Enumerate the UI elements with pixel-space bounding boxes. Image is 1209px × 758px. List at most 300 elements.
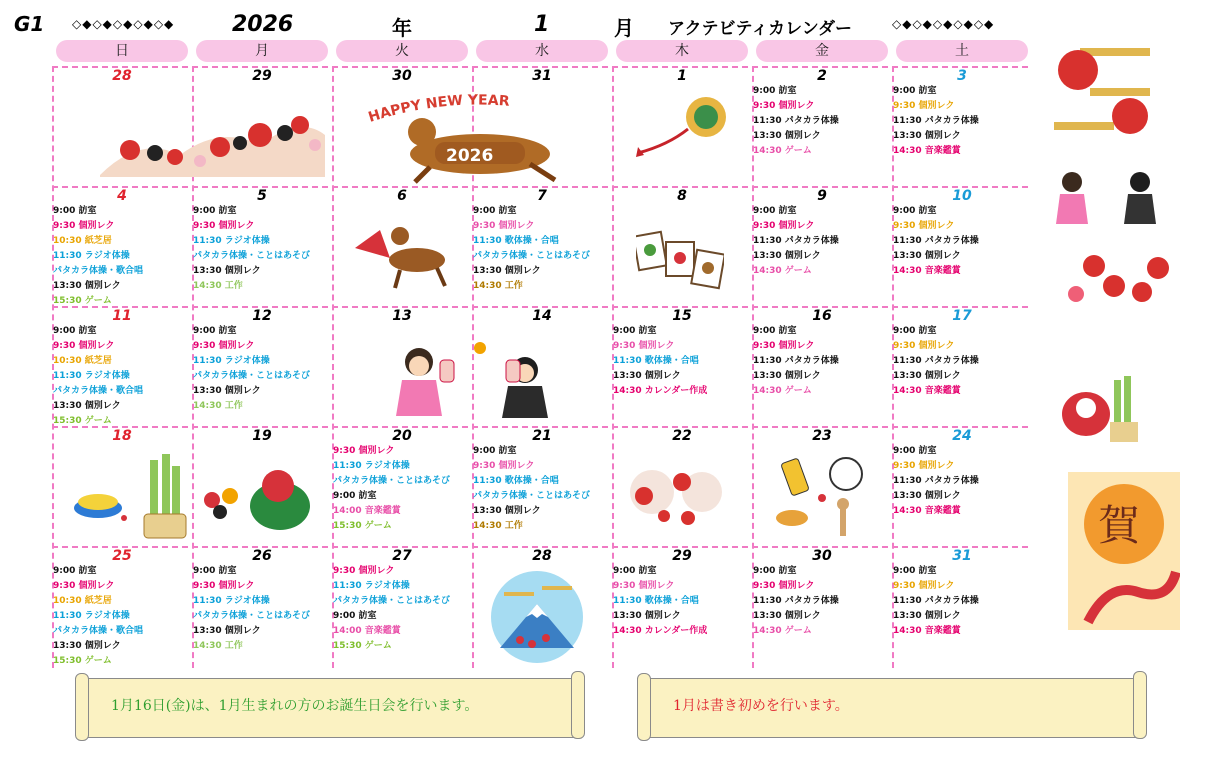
birthday-note [82, 678, 578, 738]
event-time: 9:30 [893, 221, 916, 231]
event-item [52, 219, 192, 234]
event-time: 14:30 [893, 386, 922, 396]
day-number: 17 [952, 308, 972, 324]
event-text: 歌体操・合唱 [644, 596, 699, 606]
event-text: 個別レク [778, 581, 815, 591]
event-text: 歌体操・合唱 [504, 476, 559, 486]
event-text: パタカラ体操・歌合唱 [53, 266, 144, 276]
event-text: 個別レク [784, 251, 821, 261]
event-item [752, 84, 892, 99]
event-item [52, 384, 192, 399]
day-number: 15 [672, 308, 692, 324]
event-item [892, 264, 1032, 279]
day-cell [892, 308, 1032, 428]
event-item [332, 594, 472, 609]
day-number: 31 [952, 548, 972, 564]
event-item [52, 204, 192, 219]
decoration-right: ◇◆◇◆◇◆◇◆◇◆ [892, 17, 995, 31]
event-text: 個別レク [924, 491, 961, 501]
event-item [192, 234, 332, 249]
day-cell [472, 188, 612, 308]
event-text: 紙芝居 [84, 356, 112, 366]
event-text: 訪室 [918, 326, 937, 336]
event-time: 9:00 [473, 446, 496, 456]
day-cell [192, 548, 332, 668]
day-cell [612, 308, 752, 428]
event-time: 14:30 [193, 401, 222, 411]
event-time: 9:30 [53, 221, 76, 231]
day-number: 3 [957, 68, 967, 84]
event-item [892, 339, 1032, 354]
event-time: 15:30 [53, 656, 82, 666]
event-item [752, 114, 892, 129]
decoration-left: ◇◆◇◆◇◆◇◆◇◆ [72, 17, 175, 31]
event-item [332, 459, 472, 474]
event-item [612, 324, 752, 339]
event-time: 14:30 [893, 266, 922, 276]
day-number: 26 [252, 548, 272, 564]
weekday-saturday: 土 [896, 40, 1028, 62]
event-text: 訪室 [638, 566, 657, 576]
event-item [192, 384, 332, 399]
event-text: 個別レク [78, 341, 115, 351]
event-time: 14:30 [893, 626, 922, 636]
event-time: 9:00 [53, 566, 76, 576]
event-text: 個別レク [224, 266, 261, 276]
event-time: 15:30 [333, 641, 362, 651]
plum-gold-illustration [1050, 42, 1160, 137]
event-item [892, 84, 1032, 99]
event-item [892, 579, 1032, 594]
event-time: 13:30 [893, 131, 922, 141]
day-number: 9 [817, 188, 827, 204]
event-text: 個別レク [644, 371, 681, 381]
event-item [472, 219, 612, 234]
event-list [192, 204, 332, 294]
event-text: カレンダー作成 [644, 386, 708, 396]
event-item [892, 474, 1032, 489]
day-cell [892, 68, 1032, 188]
day-cell [752, 68, 892, 188]
day-number: 10 [952, 188, 972, 204]
event-time: 13:30 [613, 371, 642, 381]
event-time: 9:30 [613, 341, 636, 351]
plum-blossom-illustration [622, 462, 732, 534]
event-text: ゲーム [784, 386, 812, 396]
event-item [192, 339, 332, 354]
event-time: 13:30 [753, 611, 782, 621]
event-time: 11:30 [53, 251, 82, 261]
event-item [52, 249, 192, 264]
event-time: 13:30 [53, 401, 82, 411]
event-time: 9:00 [193, 206, 216, 216]
weekday-sunday: 日 [56, 40, 188, 62]
day-number: 2 [817, 68, 827, 84]
event-list [892, 444, 1032, 519]
event-item [52, 579, 192, 594]
event-list [892, 204, 1032, 279]
event-text: パタカラ体操・ことはあそび [333, 596, 451, 606]
event-item [612, 339, 752, 354]
event-item [892, 594, 1032, 609]
event-text: 個別レク [498, 221, 535, 231]
event-item [52, 414, 192, 428]
weekday-wednesday: 水 [476, 40, 608, 62]
event-time: 10:30 [53, 596, 82, 606]
event-text: 訪室 [778, 206, 797, 216]
event-time: 13:30 [893, 611, 922, 621]
event-text: 個別レク [224, 386, 261, 396]
event-text: 個別レク [924, 371, 961, 381]
event-text: 個別レク [358, 566, 395, 576]
event-text: パタカラ体操・歌合唱 [53, 626, 144, 636]
day-number: 29 [672, 548, 692, 564]
event-time: 9:00 [893, 566, 916, 576]
day-cell [892, 548, 1032, 668]
event-item [752, 264, 892, 279]
event-item [892, 624, 1032, 639]
event-item [192, 564, 332, 579]
mount-fuji-illustration [490, 570, 584, 664]
event-time: 13:30 [893, 491, 922, 501]
event-list [52, 564, 192, 668]
event-text: 個別レク [218, 221, 255, 231]
event-list [332, 564, 472, 654]
event-text: 訪室 [358, 611, 377, 621]
day-number: 19 [252, 428, 272, 444]
event-item [892, 219, 1032, 234]
month-label: 1 [534, 12, 550, 37]
event-text: 個別レク [504, 266, 541, 276]
event-item [892, 489, 1032, 504]
day-number: 16 [812, 308, 832, 324]
day-cell [192, 308, 332, 428]
event-item [52, 639, 192, 654]
event-text: 個別レク [638, 341, 675, 351]
event-item [192, 579, 332, 594]
event-item [752, 99, 892, 114]
day-number: 25 [112, 548, 132, 564]
day-number: 28 [112, 68, 132, 84]
event-text: 訪室 [918, 206, 937, 216]
event-text: ゲーム [784, 626, 812, 636]
event-text: 訪室 [918, 566, 937, 576]
event-item [332, 624, 472, 639]
event-time: 14:30 [473, 521, 502, 531]
event-item [612, 609, 752, 624]
event-text: ラジオ体操 [224, 236, 270, 246]
event-time: 9:00 [193, 566, 216, 576]
event-time: 11:30 [893, 596, 922, 606]
day-number: 21 [532, 428, 552, 444]
event-item [472, 264, 612, 279]
event-text: 個別レク [918, 341, 955, 351]
event-item [892, 504, 1032, 519]
event-item [52, 264, 192, 279]
day-cell [752, 548, 892, 668]
event-time: 13:30 [473, 506, 502, 516]
shishimai-illustration [200, 456, 315, 536]
event-text: パタカラ体操・歌合唱 [53, 386, 144, 396]
event-text: パタカラ体操・ことはあそび [473, 491, 591, 501]
weekday-thursday: 木 [616, 40, 748, 62]
day-number: 18 [112, 428, 132, 444]
event-item [612, 369, 752, 384]
event-time: 9:30 [613, 581, 636, 591]
event-time: 9:30 [893, 341, 916, 351]
event-time: 13:30 [193, 386, 222, 396]
event-text: 個別レク [224, 626, 261, 636]
day-number: 27 [392, 548, 412, 564]
event-time: 11:30 [193, 596, 222, 606]
day-number: 22 [672, 428, 692, 444]
event-text: 個別レク [504, 506, 541, 516]
event-text: ラジオ体操 [224, 596, 270, 606]
event-time: 11:30 [893, 116, 922, 126]
event-text: 個別レク [638, 581, 675, 591]
event-text: 個別レク [784, 131, 821, 141]
event-item [52, 369, 192, 384]
event-time: 9:30 [753, 221, 776, 231]
day-number: 6 [397, 188, 407, 204]
event-text: ゲーム [364, 521, 392, 531]
event-item [892, 234, 1032, 249]
banner-year-text: 2026 [446, 146, 494, 166]
event-time: 15:30 [333, 521, 362, 531]
event-item [892, 144, 1032, 159]
day-number: 23 [812, 428, 832, 444]
event-item [192, 249, 332, 264]
event-item [332, 474, 472, 489]
event-item [192, 594, 332, 609]
event-time: 9:30 [893, 581, 916, 591]
event-text: 工作 [224, 281, 243, 291]
event-text: パタカラ体操・ことはあそび [193, 611, 311, 621]
event-time: 13:30 [753, 251, 782, 261]
event-item [752, 354, 892, 369]
event-item [332, 609, 472, 624]
event-text: 工作 [224, 641, 243, 651]
event-time: 9:30 [333, 566, 356, 576]
event-text: ゲーム [784, 146, 812, 156]
event-text: 音楽鑑賞 [924, 266, 961, 276]
event-time: 10:30 [53, 236, 82, 246]
event-item [52, 234, 192, 249]
day-cell [472, 428, 612, 548]
event-time: 9:00 [893, 206, 916, 216]
event-time: 11:30 [753, 596, 782, 606]
event-time: 9:30 [333, 446, 356, 456]
event-text: 個別レク [498, 461, 535, 471]
girl-hagoita-illustration [384, 340, 464, 418]
event-item [192, 624, 332, 639]
event-item [752, 369, 892, 384]
event-time: 13:30 [753, 131, 782, 141]
event-text: 個別レク [784, 611, 821, 621]
event-text: カレンダー作成 [644, 626, 708, 636]
event-item [752, 249, 892, 264]
event-item [332, 489, 472, 504]
event-text: ラジオ体操 [224, 356, 270, 366]
event-text: パタカラ体操 [924, 356, 979, 366]
event-text: 個別レク [784, 371, 821, 381]
event-text: パタカラ体操 [784, 356, 839, 366]
weekday-monday: 月 [196, 40, 328, 62]
day-cell [332, 428, 472, 548]
event-item [752, 384, 892, 399]
event-item [892, 384, 1032, 399]
event-list [192, 564, 332, 654]
day-number: 30 [392, 68, 412, 84]
event-time: 9:00 [193, 326, 216, 336]
event-time: 9:30 [193, 341, 216, 351]
red-plum-flowers-illustration [1056, 250, 1182, 314]
event-time: 9:30 [473, 221, 496, 231]
event-text: 訪室 [778, 566, 797, 576]
calendar-title: アクテビティカレンダー [668, 19, 853, 39]
event-item [52, 399, 192, 414]
event-time: 13:30 [893, 251, 922, 261]
event-list [752, 204, 892, 279]
event-text: ゲーム [784, 266, 812, 276]
event-text: パタカラ体操 [784, 116, 839, 126]
event-time: 14:30 [753, 626, 782, 636]
event-time: 9:00 [753, 566, 776, 576]
event-text: パタカラ体操 [924, 236, 979, 246]
event-time: 11:30 [893, 476, 922, 486]
event-text: パタカラ体操・ことはあそび [193, 371, 311, 381]
event-item [472, 444, 612, 459]
event-item [752, 219, 892, 234]
event-item [472, 234, 612, 249]
event-item [332, 519, 472, 534]
day-cell [752, 308, 892, 428]
month-char: 月 [614, 16, 634, 40]
event-item [752, 579, 892, 594]
karuta-cards-illustration [636, 228, 724, 292]
event-time: 15:30 [53, 296, 82, 306]
event-item [612, 579, 752, 594]
event-time: 9:00 [753, 206, 776, 216]
event-text: 訪室 [498, 446, 517, 456]
event-text: 個別レク [78, 581, 115, 591]
event-text: 訪室 [78, 566, 97, 576]
event-time: 14:30 [193, 281, 222, 291]
event-time: 14:30 [753, 266, 782, 276]
event-item [52, 594, 192, 609]
event-item [612, 624, 752, 639]
event-item [52, 609, 192, 624]
svg-text:HAPPY NEW YEAR [367, 92, 511, 125]
event-time: 9:30 [753, 101, 776, 111]
event-list [192, 324, 332, 414]
horse-fan-illustration [355, 218, 450, 290]
event-text: 訪室 [778, 86, 797, 96]
event-item [192, 324, 332, 339]
event-time: 11:30 [53, 611, 82, 621]
event-list [472, 204, 612, 294]
day-number: 8 [677, 188, 687, 204]
event-time: 13:30 [53, 281, 82, 291]
event-text: 訪室 [918, 86, 937, 96]
flower-wave-illustration [100, 95, 325, 177]
event-text: ゲーム [364, 641, 392, 651]
event-time: 9:00 [753, 86, 776, 96]
event-time: 9:30 [473, 461, 496, 471]
event-time: 14:30 [893, 146, 922, 156]
nengajo-char: 賀 [1098, 501, 1141, 550]
event-time: 13:30 [193, 266, 222, 276]
event-list [332, 444, 472, 534]
day-number: 12 [252, 308, 272, 324]
kids-hanetsuki-illustration [1056, 168, 1162, 228]
event-list [752, 324, 892, 399]
event-text: 訪室 [218, 326, 237, 336]
event-text: 訪室 [358, 491, 377, 501]
event-item [332, 639, 472, 654]
event-text: 工作 [504, 521, 523, 531]
calligraphy-note [644, 678, 1140, 738]
event-text: 個別レク [778, 101, 815, 111]
event-text: 個別レク [84, 401, 121, 411]
day-number: 29 [252, 68, 272, 84]
event-item [472, 504, 612, 519]
event-list [752, 84, 892, 159]
top-kadomatsu-illustration [72, 452, 192, 542]
event-text: 個別レク [918, 581, 955, 591]
calendar-id-label: G1 [14, 12, 45, 36]
weekday-friday: 金 [756, 40, 888, 62]
event-item [612, 594, 752, 609]
event-item [472, 279, 612, 294]
event-item [472, 489, 612, 504]
event-text: 訪室 [78, 206, 97, 216]
event-text: 紙芝居 [84, 596, 112, 606]
event-item [192, 639, 332, 654]
event-item [332, 504, 472, 519]
shishimai-kadomatsu-illustration [1060, 374, 1146, 446]
event-text: パタカラ体操 [924, 116, 979, 126]
event-item [892, 249, 1032, 264]
event-text: 個別レク [918, 221, 955, 231]
event-text: 個別レク [918, 101, 955, 111]
event-item [52, 279, 192, 294]
event-text: 音楽鑑賞 [364, 506, 401, 516]
happy-new-year-text: HAPPY NEW YEAR [366, 92, 511, 126]
event-list [472, 444, 612, 534]
event-text: 個別レク [918, 461, 955, 471]
event-time: 11:30 [473, 476, 502, 486]
day-number: 4 [117, 188, 127, 204]
day-cell [612, 548, 752, 668]
event-text: 個別レク [778, 341, 815, 351]
day-cell [52, 308, 192, 428]
event-item [332, 444, 472, 459]
event-text: 歌体操・合唱 [504, 236, 559, 246]
event-time: 13:30 [193, 626, 222, 636]
event-item [892, 444, 1032, 459]
event-text: 工作 [504, 281, 523, 291]
event-item [472, 474, 612, 489]
event-item [752, 609, 892, 624]
event-item [192, 354, 332, 369]
event-time: 11:30 [53, 371, 82, 381]
event-list [892, 324, 1032, 399]
event-text: パタカラ体操 [784, 236, 839, 246]
event-time: 9:30 [53, 581, 76, 591]
day-number: 20 [392, 428, 412, 444]
event-item [472, 204, 612, 219]
